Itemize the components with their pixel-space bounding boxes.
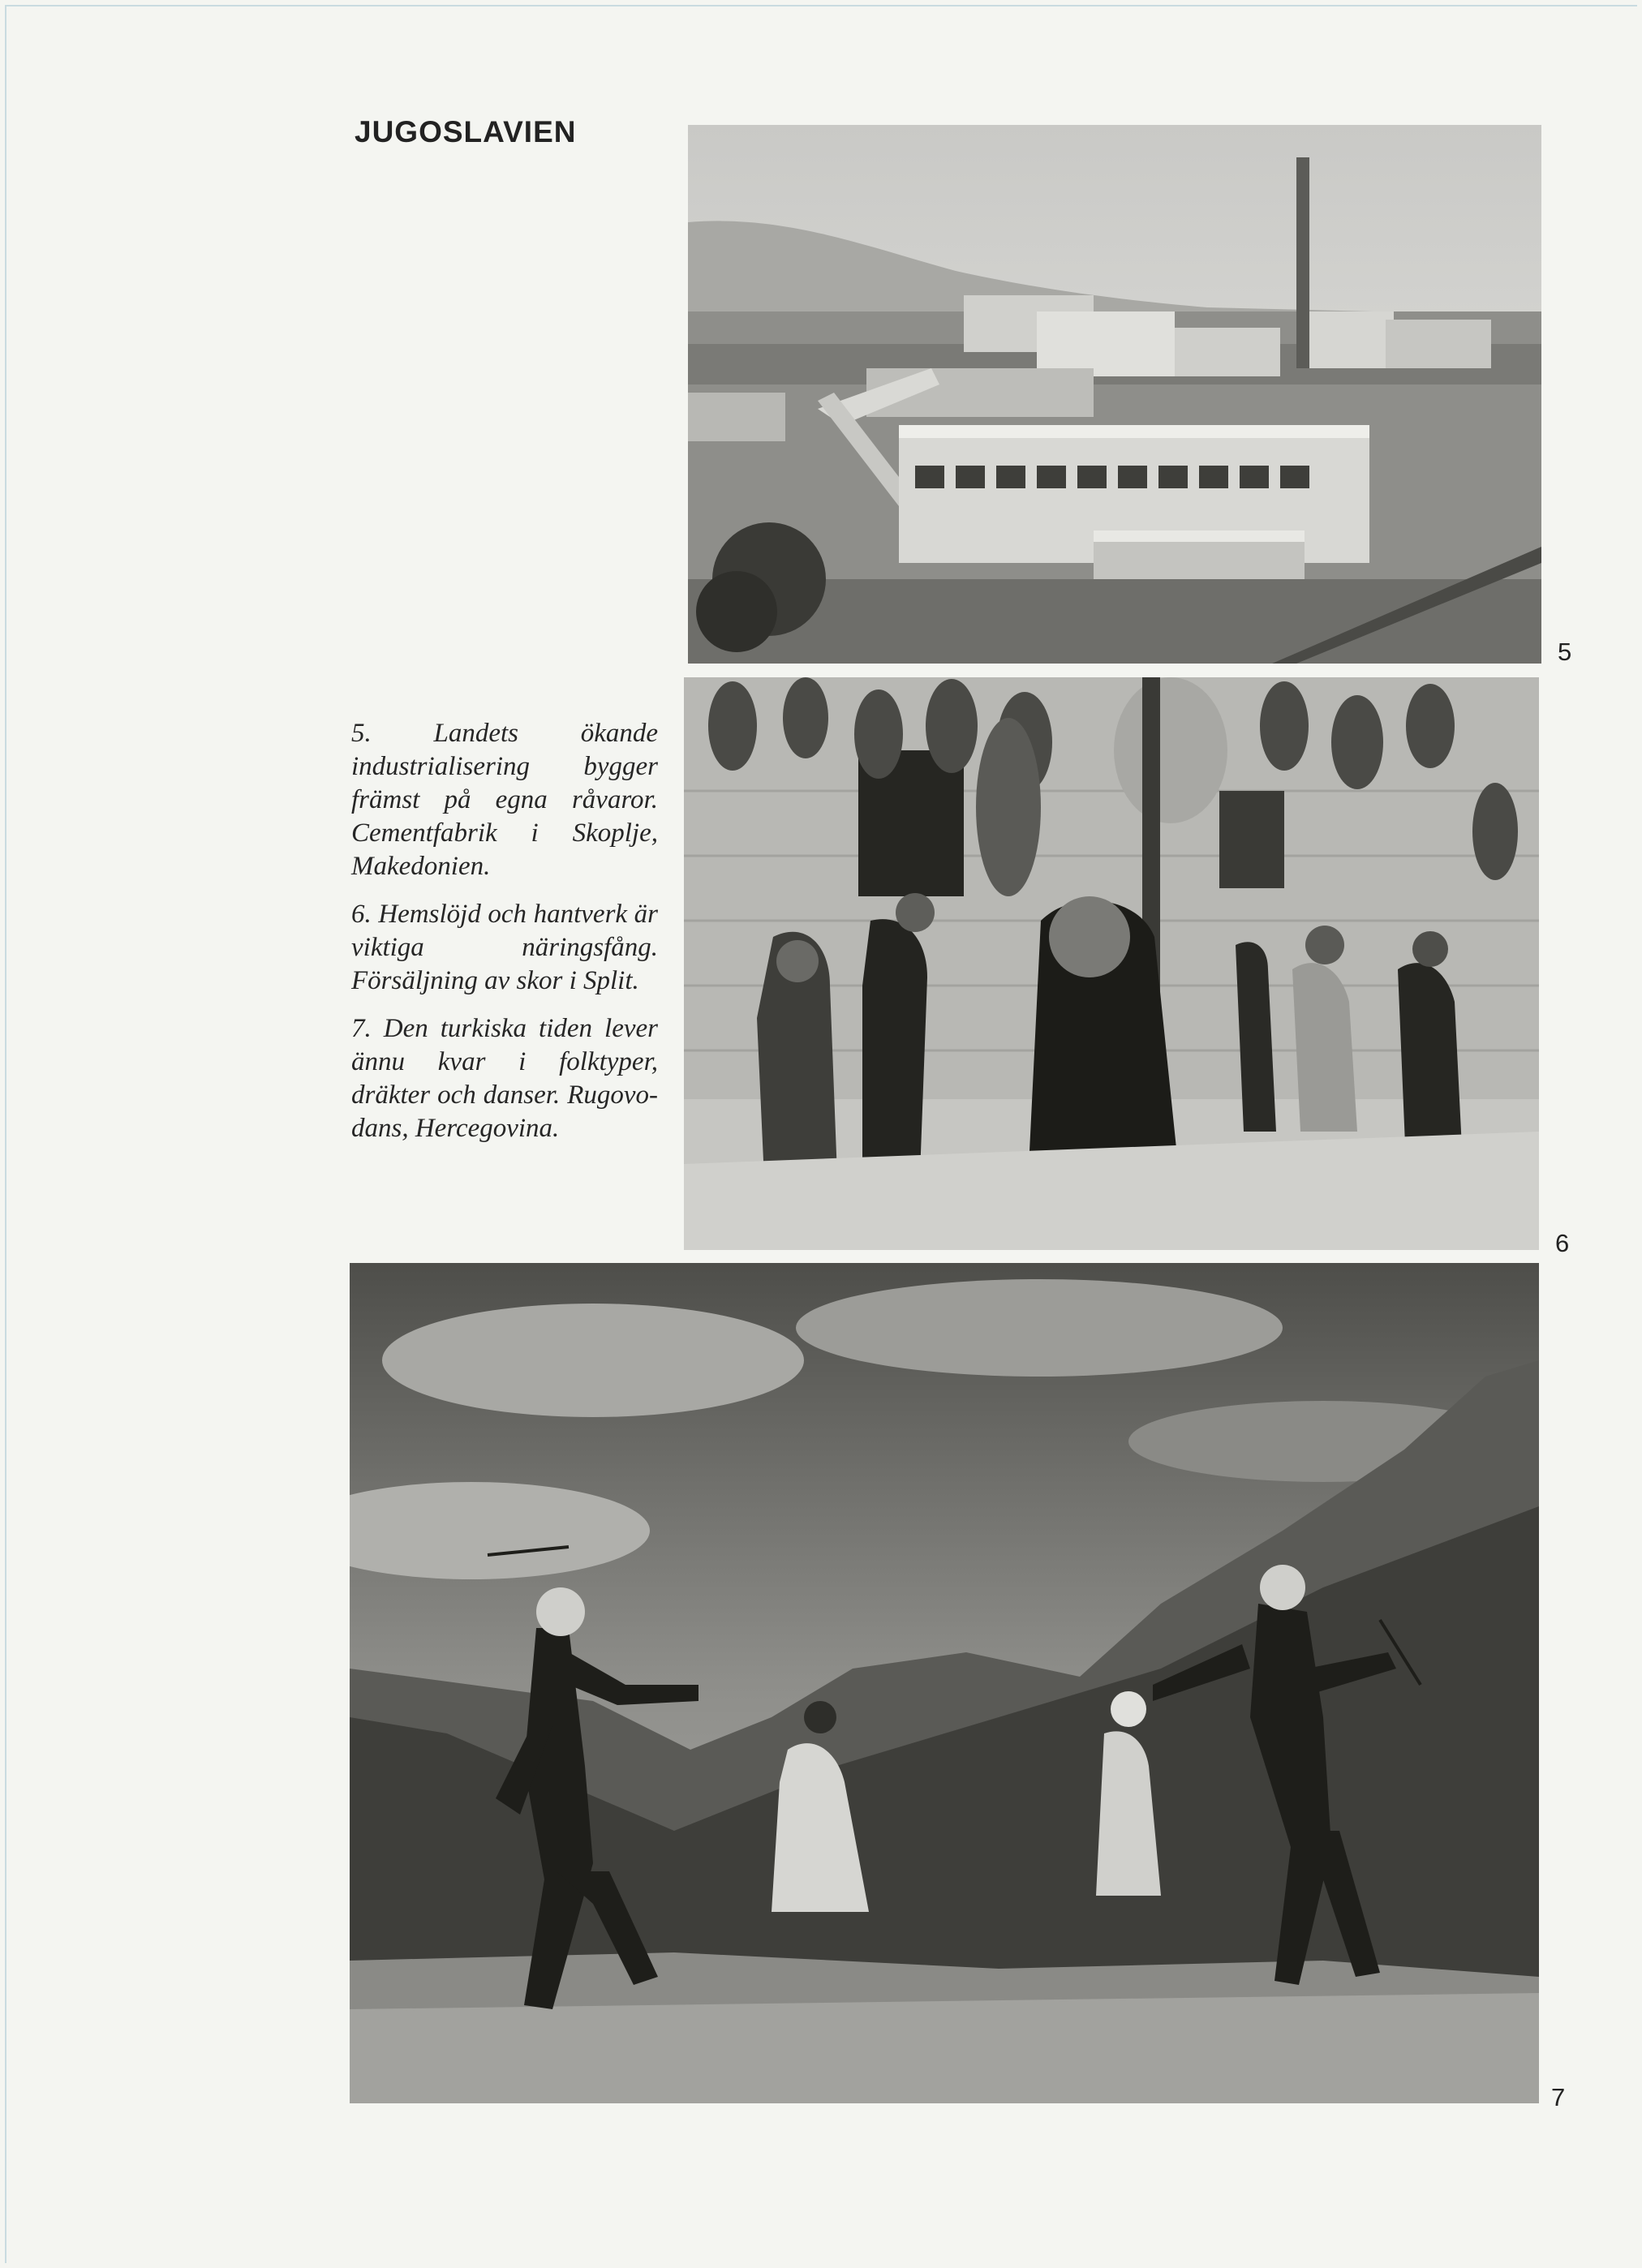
caption-6: 6. Hemslöjd och hantverk är viktiga näringsfång. Försäljning av skor i Split. <box>351 900 658 995</box>
captions-block <box>351 717 658 1160</box>
page-heading: JUGOSLAVIEN <box>355 115 577 148</box>
photo-number-5: 5 <box>1558 638 1572 666</box>
caption-7: 7. Den turkiska tiden lever ännu kvar i folktyper, dräkter och danser. Rugovo-dans, Hercegovina. <box>351 1014 658 1143</box>
photo-cement-factory <box>688 125 1541 664</box>
photo-number-6: 6 <box>1555 1229 1570 1257</box>
caption-5: 5. Landets ökande industrialisering bygger främst på egna råvaror. Cementfabrik i Skoplje, Makedonien. <box>351 719 658 881</box>
photo-rugovo-dance <box>350 1263 1539 2103</box>
photo-shoe-market <box>684 677 1539 1250</box>
photo-number-7: 7 <box>1551 2083 1566 2111</box>
